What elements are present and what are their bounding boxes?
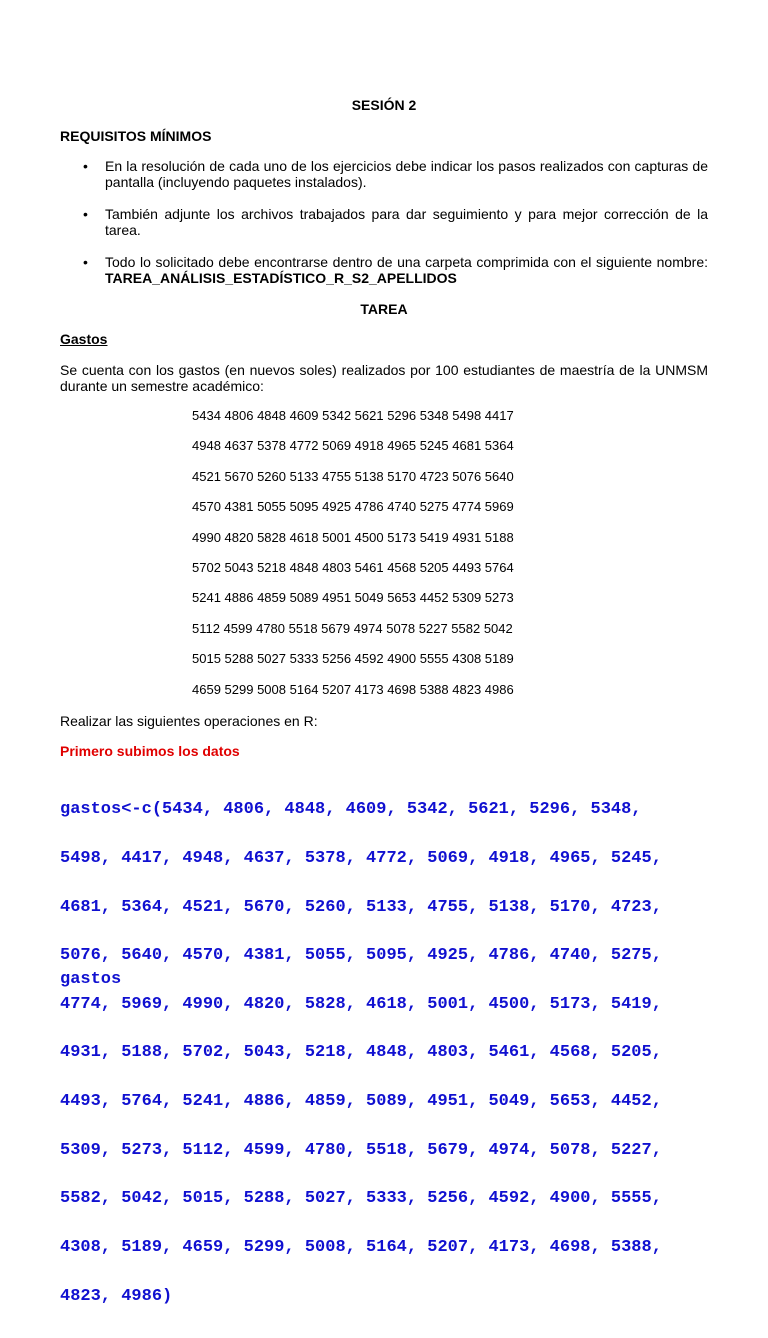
bullet-icon: • <box>83 206 88 222</box>
r-code-block <box>60 770 720 1337</box>
code-line: 4774, 5969, 4990, 4820, 5828, 4618, 5001, 4500, 5173, 5419, <box>60 994 662 1014</box>
data-row: 4659 5299 5008 5164 5207 4173 4698 5388 4823 4986 <box>192 681 514 697</box>
data-row: 5434 4806 4848 4609 5342 5621 5296 5348 5498 4417 <box>192 408 514 423</box>
data-row: 5241 4886 4859 5089 4951 5049 5653 4452 5309 5273 <box>192 590 514 606</box>
code-line: 4931, 5188, 5702, 5043, 5218, 4848, 4803, 5461, 4568, 5205, <box>60 1043 662 1063</box>
r-code-call: gastos <box>60 970 122 989</box>
requirement-text: También adjunte los archivos trabajados para dar seguimiento y para mejor corrección de la tarea. <box>105 206 708 238</box>
bullet-icon: • <box>83 254 88 270</box>
code-line: 5498, 4417, 4948, 4637, 5378, 4772, 5069, 4918, 4965, 5245, <box>60 849 662 869</box>
requirements-list <box>60 158 708 302</box>
gastos-heading: Gastos <box>60 331 108 347</box>
requirement-item <box>60 158 708 190</box>
code-line: 5582, 5042, 5015, 5288, 5027, 5333, 5256, 4592, 4900, 5555, <box>60 1189 662 1209</box>
requirement-item <box>60 206 708 238</box>
code-line: 5309, 5273, 5112, 4599, 4780, 5518, 5679, 4974, 5078, 5227, <box>60 1140 662 1160</box>
data-row: 5015 5288 5027 5333 5256 4592 4900 5555 4308 5189 <box>192 651 514 667</box>
data-row: 5112 4599 4780 5518 5679 4974 5078 5227 5582 5042 <box>192 620 513 636</box>
code-line: 4681, 5364, 4521, 5670, 5260, 5133, 4755, 5138, 5170, 4723, <box>60 897 662 917</box>
requirements-heading: REQUISITOS MÍNIMOS <box>60 128 212 144</box>
instruction-text: Realizar las siguientes operaciones en R: <box>60 713 318 729</box>
requirement-text: En la resolución de cada uno de los ejercicios debe indicar los pasos realizados con capturas de pantalla (incluyendo paquetes instalados). <box>105 158 708 190</box>
data-row: 4948 4637 5378 4772 5069 4918 4965 5245 4681 5364 <box>192 438 514 454</box>
data-row: 4570 4381 5055 5095 4925 4786 4740 5275 4774 5969 <box>192 499 514 515</box>
data-table <box>192 408 612 712</box>
data-row: 5702 5043 5218 4848 4803 5461 4568 5205 4493 5764 <box>192 559 514 575</box>
folder-name: TAREA_ANÁLISIS_ESTADÍSTICO_R_S2_APELLIDOS <box>105 270 457 286</box>
requirement-text: Todo lo solicitado debe encontrarse dentro de una carpeta comprimida con el siguiente nombre: <box>105 254 708 270</box>
code-line: 4823, 4986) <box>60 1286 173 1306</box>
step-label: Primero subimos los datos <box>60 743 240 759</box>
data-row: 4521 5670 5260 5133 4755 5138 5170 4723 5076 5640 <box>192 468 514 484</box>
gastos-intro: Se cuenta con los gastos (en nuevos soles) realizados por 100 estudiantes de maestría de la UNMSM durante un semestre académico: <box>60 362 708 394</box>
code-line: 4493, 5764, 5241, 4886, 4859, 5089, 4951, 5049, 5653, 4452, <box>60 1092 662 1112</box>
requirement-item <box>60 254 708 286</box>
code-line: gastos<-c(5434, 4806, 4848, 4609, 5342, 5621, 5296, 5348, <box>60 800 642 820</box>
tarea-title: TAREA <box>360 301 408 317</box>
code-line: 5076, 5640, 4570, 4381, 5055, 5095, 4925, 4786, 4740, 5275, <box>60 946 662 966</box>
code-line: 4308, 5189, 4659, 5299, 5008, 5164, 5207, 4173, 4698, 5388, <box>60 1237 662 1257</box>
data-row: 4990 4820 5828 4618 5001 4500 5173 5419 4931 5188 <box>192 529 514 545</box>
bullet-icon: • <box>83 158 88 174</box>
session-title: SESIÓN 2 <box>351 97 417 113</box>
